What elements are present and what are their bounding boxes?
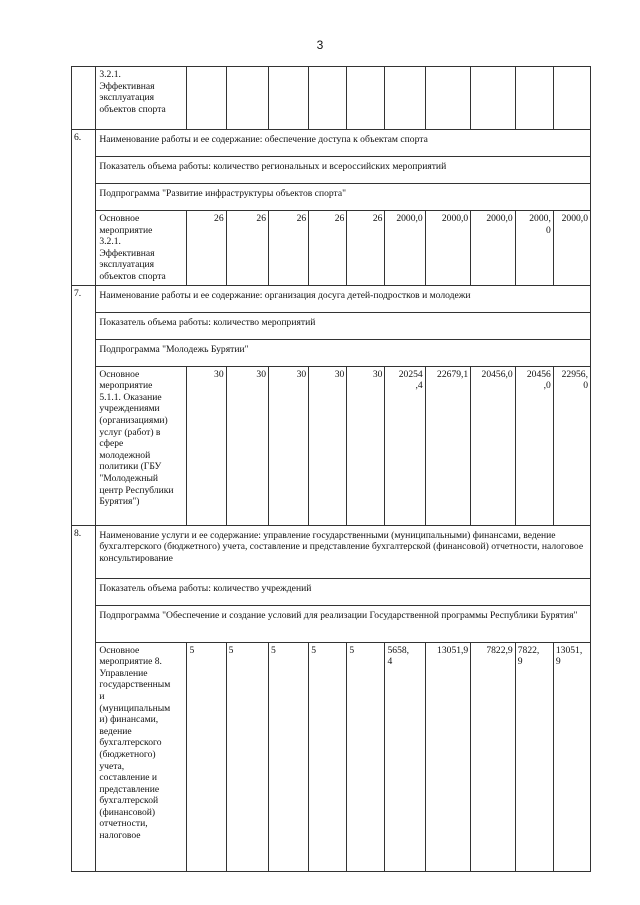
- text-line: молодежной: [99, 449, 151, 461]
- text-line: бухгалтерского: [99, 737, 162, 749]
- value-cell: [226, 642, 268, 871]
- text-line: 30: [256, 368, 266, 380]
- value-cell: [553, 211, 590, 286]
- text-line: 22679,1: [437, 368, 469, 380]
- text-line: 20456: [526, 368, 551, 380]
- text-line: 26: [334, 213, 345, 224]
- activity-cell: [96, 366, 187, 525]
- value-cell: [187, 642, 226, 871]
- text-line: эксплуатация: [99, 259, 155, 271]
- value-cell: [347, 67, 385, 130]
- section-header-row: [72, 525, 591, 578]
- text-line: политики (ГБУ: [99, 461, 162, 473]
- text-line: представление: [99, 783, 160, 795]
- text-line: составление и: [99, 772, 157, 784]
- activity-cell: [96, 642, 187, 871]
- text-line: 0: [546, 224, 551, 236]
- text-line: мероприятие: [99, 380, 153, 392]
- text-line: учета,: [99, 760, 125, 772]
- value-cell: [515, 211, 553, 286]
- value-cell: [347, 642, 385, 871]
- text-line: 7822,9: [486, 644, 513, 656]
- subprogram-row: [72, 605, 591, 642]
- section-header-row: [72, 130, 591, 157]
- subprogram-row: [72, 339, 591, 366]
- text-line: Основное: [99, 644, 140, 656]
- text-line: мероприятие: [99, 224, 153, 236]
- text-line: мероприятие 8.: [99, 656, 162, 668]
- value-cell: [268, 211, 308, 286]
- text-line: ,4: [415, 380, 423, 392]
- value-cell: [347, 366, 385, 525]
- value-cell: [385, 642, 425, 871]
- text-line: "Молодежный: [99, 472, 159, 484]
- value-cell: [309, 366, 347, 525]
- value-cell: [471, 366, 515, 525]
- row-number: 7.: [72, 285, 96, 525]
- value-cell: [515, 366, 553, 525]
- text-line: Эффективная: [99, 80, 155, 92]
- text-line: учреждениями: [99, 403, 160, 415]
- text-line: и) финансами,: [99, 714, 159, 726]
- text-line: и: [99, 690, 105, 702]
- text-line: ,0: [543, 380, 551, 392]
- work-name: Наименование работы и ее содержание: обеспечение доступа к объектам спорта: [96, 130, 591, 157]
- text-line: 26: [256, 213, 266, 224]
- text-line: Бурятия"): [99, 496, 140, 508]
- value-cell: [347, 211, 385, 286]
- text-line: объектов спорта: [99, 270, 166, 282]
- activity-data-row: [72, 366, 591, 525]
- activity-cell: [96, 211, 187, 286]
- text-line: Управление: [99, 667, 148, 679]
- text-line: (организациями): [99, 414, 168, 426]
- text-line: 30: [214, 368, 224, 380]
- text-line: 9: [555, 656, 561, 668]
- text-line: отчетности,: [99, 818, 148, 830]
- row-number: 8.: [72, 525, 96, 871]
- value-cell: [226, 211, 268, 286]
- text-line: 26: [296, 213, 307, 224]
- text-line: 30: [296, 368, 307, 380]
- subprogram: Подпрограмма "Молодежь Бурятии": [96, 339, 591, 366]
- work-name: Наименование услуги и ее содержание: управление государственными (муниципальными) финансами, ведение бухгалтерского (бюджетного) учета, составление и представление бухгалтерской (финансовой) отчетности, налоговое консультирование: [96, 525, 591, 578]
- indicator-row: [72, 578, 591, 605]
- text-line: 7822,: [517, 644, 540, 656]
- text-line: объектов спорта: [99, 103, 166, 115]
- value-cell: [385, 67, 425, 130]
- value-cell: [187, 366, 226, 525]
- row-number-cell: [72, 67, 96, 130]
- value-cell: [471, 642, 515, 871]
- value-cell: [471, 67, 515, 130]
- value-cell: [425, 67, 471, 130]
- activity-data-row: [72, 211, 591, 286]
- indicator-row: [72, 312, 591, 339]
- indicator-row: [72, 157, 591, 184]
- value-cell: [268, 366, 308, 525]
- text-line: 5: [228, 644, 234, 656]
- section-header-row: [72, 285, 591, 312]
- value-cell: [553, 366, 590, 525]
- text-line: 0: [583, 380, 588, 392]
- value-cell: [553, 642, 590, 871]
- value-cell: [385, 211, 425, 286]
- text-line: 2000,0: [561, 213, 588, 224]
- text-line: 5: [349, 644, 355, 656]
- text-line: 2000,: [529, 213, 551, 224]
- text-line: 2000,0: [486, 213, 513, 224]
- text-line: 20456,0: [481, 368, 513, 380]
- text-line: 20254: [398, 368, 423, 380]
- work-volume-table: [71, 66, 591, 872]
- text-line: 5: [311, 644, 317, 656]
- work-name: Наименование работы и ее содержание: организация досуга детей-подростков и молодежи: [96, 285, 591, 312]
- text-line: 4: [387, 656, 393, 668]
- text-line: Эффективная: [99, 247, 155, 259]
- text-line: 26: [214, 213, 224, 224]
- value-cell: [187, 211, 226, 286]
- value-cell: [309, 67, 347, 130]
- text-line: услуг (работ) в: [99, 426, 161, 438]
- text-line: (муниципальным: [99, 702, 171, 714]
- text-line: государственным: [99, 679, 171, 691]
- text-line: 30: [334, 368, 345, 380]
- value-cell: [226, 366, 268, 525]
- value-cell: [425, 642, 471, 871]
- text-line: бухгалтерской: [99, 795, 159, 807]
- value-cell: [425, 366, 471, 525]
- value-cell: [515, 642, 553, 871]
- text-line: 5: [270, 644, 276, 656]
- text-line: 5: [189, 644, 195, 656]
- value-cell: [309, 211, 347, 286]
- text-line: 13051,9: [437, 644, 469, 656]
- text-line: (бюджетного): [99, 748, 156, 760]
- text-line: Основное: [99, 368, 140, 380]
- text-line: 3.2.1.: [99, 69, 121, 80]
- text-line: ведение: [99, 725, 132, 737]
- value-cell: [515, 67, 553, 130]
- value-cell: [471, 211, 515, 286]
- value-cell: [553, 67, 590, 130]
- value-cell: [425, 211, 471, 286]
- indicator: Показатель объема работы: количество региональных и всероссийских мероприятий: [96, 157, 591, 184]
- subprogram: Подпрограмма "Развитие инфраструктуры объектов спорта": [96, 184, 591, 211]
- text-line: 22956,: [561, 368, 588, 380]
- text-line: эксплуатация: [99, 92, 155, 104]
- text-line: сфере: [99, 438, 124, 450]
- text-line: 2000,0: [441, 213, 469, 224]
- value-cell: [268, 642, 308, 871]
- value-cell: [385, 366, 425, 525]
- page-number: 3: [316, 38, 324, 52]
- text-line: Основное: [99, 213, 140, 224]
- activity-data-row: [72, 642, 591, 871]
- value-cell: [268, 67, 308, 130]
- text-line: налоговое: [99, 830, 141, 842]
- indicator: Показатель объема работы: количество учреждений: [96, 578, 591, 605]
- value-cell: [187, 67, 226, 130]
- text-line: 3.2.1.: [99, 236, 121, 248]
- continuation-row: [72, 67, 591, 130]
- text-line: 5658,: [387, 644, 410, 656]
- activity-cell: [96, 67, 187, 130]
- text-line: 5.1.1. Оказание: [99, 391, 162, 403]
- subprogram: Подпрограмма "Обеспечение и создание условий для реализации Государственной программы Республики Бурятия": [96, 605, 591, 642]
- indicator: Показатель объема работы: количество мероприятий: [96, 312, 591, 339]
- text-line: 9: [517, 656, 523, 668]
- row-number: 6.: [72, 130, 96, 286]
- text-line: центр Республики: [99, 484, 174, 496]
- value-cell: [309, 642, 347, 871]
- text-line: 26: [372, 213, 383, 224]
- text-line: (финансовой): [99, 806, 156, 818]
- subprogram-row: [72, 184, 591, 211]
- text-line: 13051,: [555, 644, 583, 656]
- text-line: 2000,0: [396, 213, 423, 224]
- text-line: 30: [372, 368, 383, 380]
- value-cell: [226, 67, 268, 130]
